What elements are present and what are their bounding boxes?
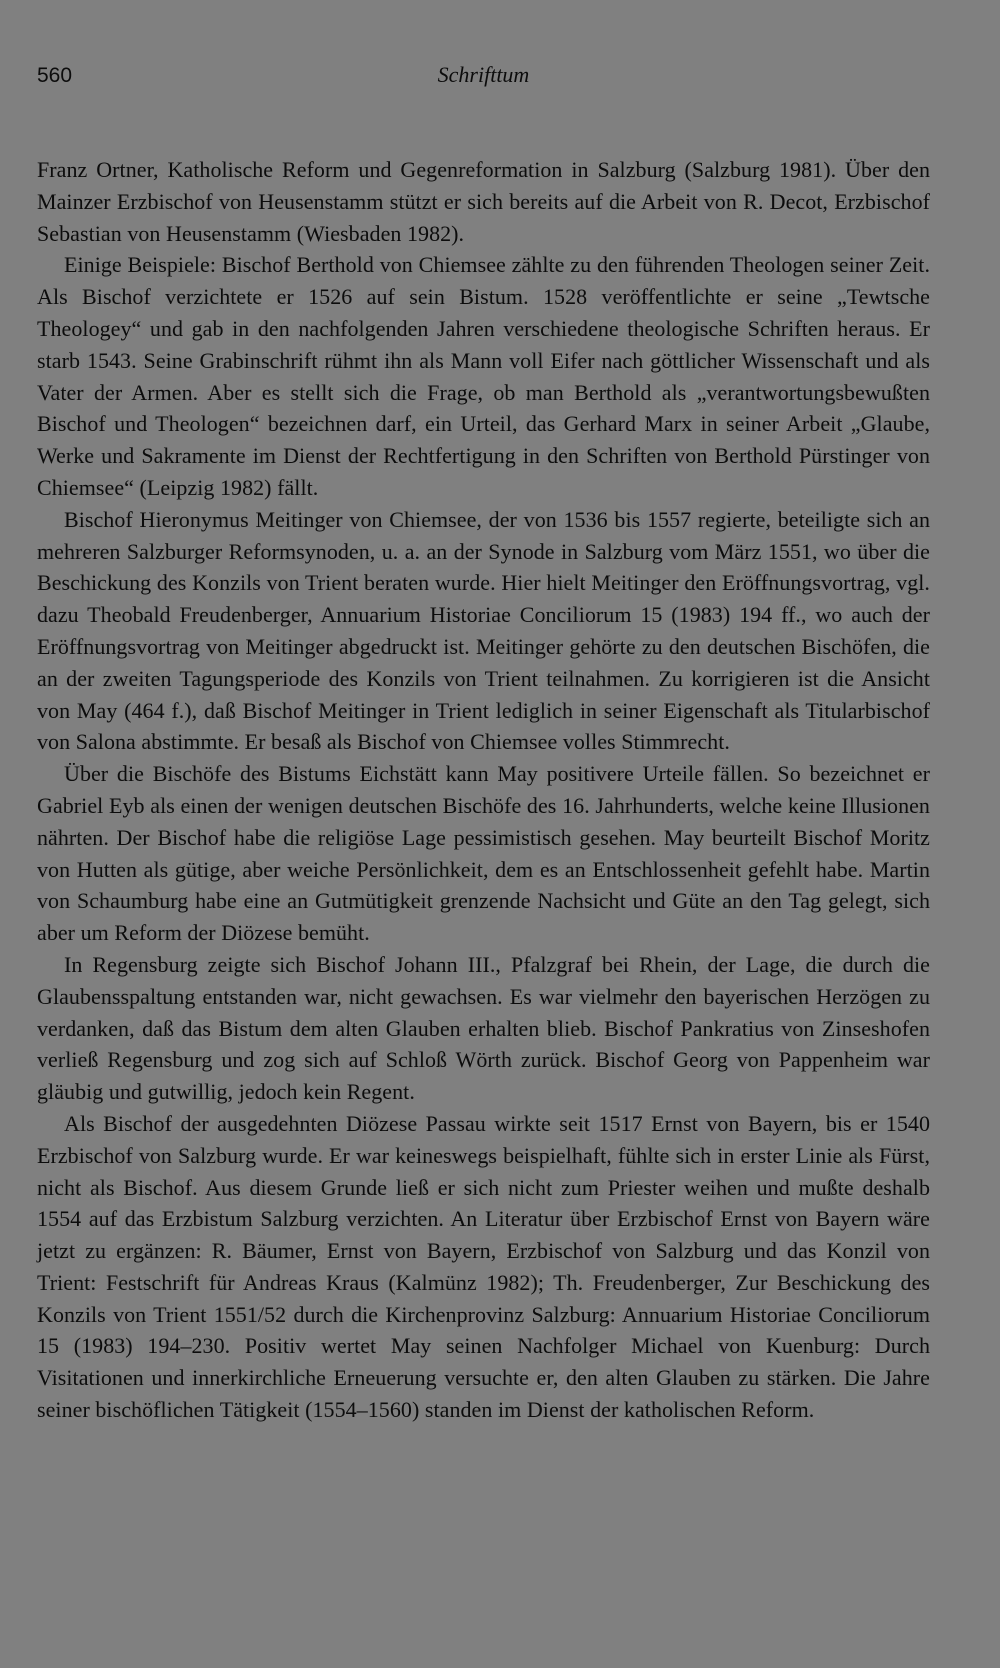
- paragraph-meitinger: Bischof Hieronymus Meitinger von Chiemsee, der von 1536 bis 1557 regierte, beteiligte sich an mehreren Salzburger Reformsynoden, u. a. an der Synode in Salzburg vom März 1551, wo über die Beschickung des Konzils von Trient beraten wurde. Hier hielt Meitinger den Eröffnungsvortrag, vgl. dazu Theobald Freudenberger, Annuarium Historiae Conciliorum 15 (1983) 194 ff., wo auch der Eröffnungsvortrag von Meitinger abgedruckt ist. Meitinger gehörte zu den deutschen Bischöfen, die an der zweiten Tagungsperiode des Konzils von Trient teilnahmen. Zu korrigieren ist die Ansicht von May (464 f.), daß Bischof Meitinger in Trient lediglich in seiner Eigenschaft als Titularbischof von Salona abstimmte. Er besaß als Bischof von Chiemsee volles Stimmrecht.: [37, 506, 930, 755]
- paragraph-regensburg: In Regensburg zeigte sich Bischof Johann III., Pfalzgraf bei Rhein, der Lage, die durch die Glaubensspaltung entstanden war, nicht gewachsen. Es war vielmehr den bayerischen Herzögen zu verdanken, daß das Bistum dem alten Glauben erhalten blieb. Bischof Pankratius von Zinseshofen verließ Regensburg und zog sich auf Schloß Wörth zurück. Bischof Georg von Pappenheim war gläubig und gutwillig, jedoch kein Regent.: [37, 951, 930, 1105]
- running-title: Schrifttum: [437, 62, 530, 87]
- page-header: [37, 58, 930, 98]
- paragraph-intro: Franz Ortner, Katholische Reform und Gegenreformation in Salzburg (Salzburg 1981). Über den Mainzer Erzbischof von Heusenstamm stützt er sich bereits auf die Arbeit von R. Decot, Erzbischof Sebastian von Heusenstamm (Wiesbaden 1982).: [37, 157, 930, 246]
- paragraph-berthold: Einige Beispiele: Bischof Berthold von Chiemsee zählte zu den führenden Theologen seiner Zeit. Als Bischof verzichtete er 1526 auf sein Bistum. 1528 veröffentlichte er seine „Tewtsche Theologey“ und gab in den nachfolgenden Jahren verschiedene theologische Schriften heraus. Er starb 1543. Seine Grabinschrift rühmt ihn als Mann voll Eifer nach göttlicher Wissenschaft und als Vater der Armen. Aber es stellt sich die Frage, ob man Berthold als „verantwortungsbewußten Bischof und Theologen“ bezeichnen darf, ein Urteil, das Gerhard Marx in seiner Arbeit „Glaube, Werke und Sakramente im Dienst der Rechtfertigung in den Schriften von Berthold Pürstinger von Chiemsee“ (Leipzig 1982) fällt.: [37, 252, 930, 500]
- page-number: 560: [37, 64, 73, 87]
- paragraph-passau: Als Bischof der ausgedehnten Diözese Passau wirkte seit 1517 Ernst von Bayern, bis er 1540 Erzbischof von Salzburg wurde. Er war keineswegs beispielhaft, fühlte sich in erster Linie als Fürst, nicht als Bischof. Aus diesem Grunde ließ er sich nicht zum Priester weihen und mußte deshalb 1554 auf das Erzbistum Salzburg verzichten. An Literatur über Erzbischof Ernst von Bayern wäre jetzt zu ergänzen: R. Bäumer, Ernst von Bayern, Erzbischof von Salzburg und das Konzil von Trient: Festschrift für Andreas Kraus (Kalmünz 1982); Th. Freudenberger, Zur Beschickung des Konzils von Trient 1551/52 durch die Kirchenprovinz Salzburg: Annuarium Historiae Conciliorum 15 (1983) 194–230. Positiv wertet May seinen Nachfolger Michael von Kuenburg: Durch Visitationen und innerkirchliche Erneuerung versuchte er, den alten Glauben zu stärken. Die Jahre seiner bischöflichen Tätigkeit (1554–1560) standen im Dienst der katholischen Reform.: [37, 1110, 930, 1423]
- paragraph-eichstaett: Über die Bischöfe des Bistums Eichstätt kann May positivere Urteile fällen. So bezeichnet er Gabriel Eyb als einen der wenigen deutschen Bischöfe des 16. Jahrhunderts, welche keine Illusionen nährten. Der Bischof habe die religiöse Lage pessimistisch gesehen. May beurteilt Bischof Moritz von Hutten als gütige, aber weiche Persönlichkeit, dem es an Entschlossenheit gefehlt habe. Martin von Schaumburg habe eine an Gutmütigkeit grenzende Nachsicht und Güte an den Tag gelegt, sich aber um Reform der Diözese bemüht.: [37, 761, 930, 946]
- body-text: [37, 154, 930, 1426]
